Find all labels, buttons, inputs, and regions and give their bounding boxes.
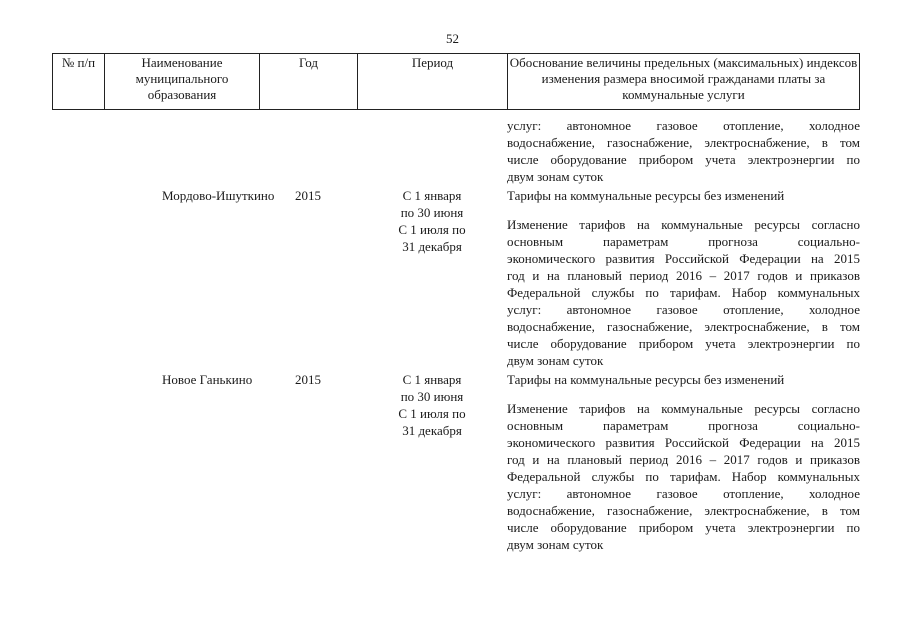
text-line: числе оборудование прибором учета электроэнергии по <box>507 152 860 167</box>
table-row <box>52 187 860 369</box>
period-second-start: С 1 июля по <box>398 222 466 237</box>
period-second-start: С 1 июля по <box>398 406 466 421</box>
text-line: Федеральной службы по тарифам. Набор коммунальных <box>507 285 860 300</box>
text-line: экономического развития Российской Федерации на 2015 <box>507 251 860 266</box>
basis-cell <box>507 371 860 553</box>
year-cell: 2015 <box>295 372 321 387</box>
text-line: числе оборудование прибором учета электроэнергии по <box>507 336 860 351</box>
page-number: 52 <box>446 31 459 46</box>
text-line: Изменение тарифов на коммунальные ресурсы согласно <box>507 401 860 416</box>
text-line: услуг: автономное газовое отопление, холодное <box>507 302 860 317</box>
text-line: числе оборудование прибором учета электроэнергии по <box>507 520 860 535</box>
header-col-period: Период <box>358 54 508 109</box>
municipality-name: Мордово-Ишуткино <box>162 188 275 203</box>
text-line: водоснабжение, газоснабжение, электроснабжение, в том <box>507 503 860 518</box>
text-line: услуг: автономное газовое отопление, холодное <box>507 486 860 501</box>
continuation-row <box>52 117 860 185</box>
header-col-number: № п/п <box>53 54 105 109</box>
text-line: водоснабжение, газоснабжение, электроснабжение, в том <box>507 135 860 150</box>
text-line: основным параметрам прогноза социально- <box>507 234 860 249</box>
period-start: С 1 января <box>402 188 462 203</box>
header-col-year: Год <box>260 54 358 109</box>
text-line: основным параметрам прогноза социально- <box>507 418 860 433</box>
basis-cell <box>507 187 860 369</box>
text-line: двум зонам суток <box>507 537 604 552</box>
period-cell <box>357 187 507 369</box>
table-body <box>52 117 860 553</box>
text-line: двум зонам суток <box>507 169 604 184</box>
municipality-name: Новое Ганькино <box>162 372 253 387</box>
period-start: С 1 января <box>402 372 462 387</box>
text-line: Федеральной службы по тарифам. Набор коммунальных <box>507 469 860 484</box>
text-line: услуг: автономное газовое отопление, холодное <box>507 118 860 133</box>
year-cell: 2015 <box>295 188 321 203</box>
text-line: год и на плановый период 2016 – 2017 годов и приказов <box>507 268 860 283</box>
period-start-end: по 30 июня <box>400 205 464 220</box>
table-header <box>52 53 860 110</box>
text-line: Изменение тарифов на коммунальные ресурсы согласно <box>507 217 860 232</box>
period-second-end: 31 декабря <box>402 239 462 254</box>
period-second-end: 31 декабря <box>402 423 462 438</box>
text-line: год и на плановый период 2016 – 2017 годов и приказов <box>507 452 860 467</box>
text-line: экономического развития Российской Федерации на 2015 <box>507 435 860 450</box>
table-row <box>52 371 860 553</box>
header-col-municipality: Наименование муниципального образования <box>105 54 260 109</box>
basis-no-change: Тарифы на коммунальные ресурсы без изменений <box>507 372 785 387</box>
text-line: водоснабжение, газоснабжение, электроснабжение, в том <box>507 319 860 334</box>
period-start-end: по 30 июня <box>400 389 464 404</box>
period-cell <box>357 371 507 553</box>
basis-no-change: Тарифы на коммунальные ресурсы без изменений <box>507 188 785 203</box>
header-col-basis: Обоснование величины предельных (максимальных) индексов изменения размера вносимой гражданами платы за коммунальные услуги <box>509 55 858 102</box>
continuation-text <box>507 117 860 185</box>
text-line: двум зонам суток <box>507 353 604 368</box>
